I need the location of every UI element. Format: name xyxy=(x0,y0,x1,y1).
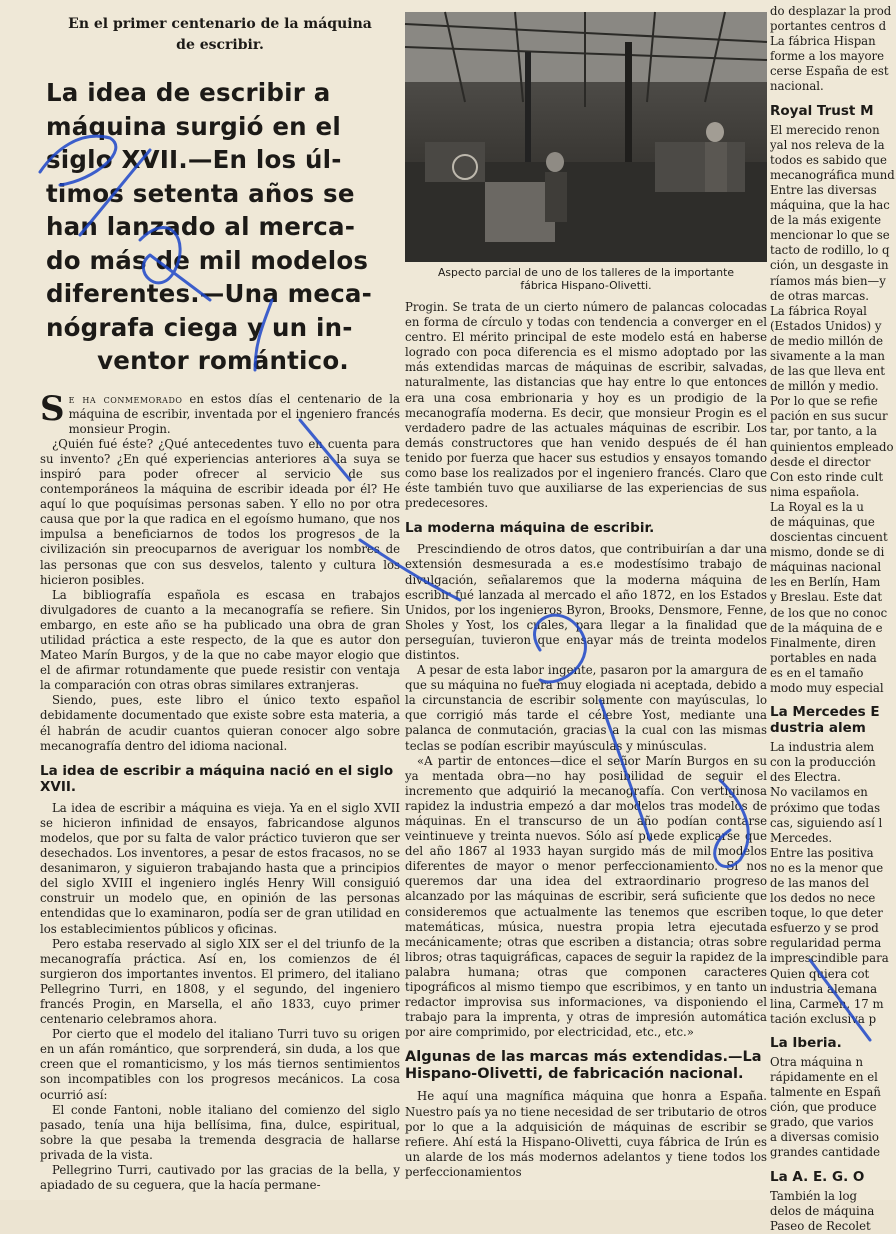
text-line: portantes centros d xyxy=(770,19,887,34)
text-line: regularidad perma xyxy=(770,936,882,951)
subheading-line: La Mercedes E xyxy=(770,704,880,721)
text-line: lina, Carmen, 17 m xyxy=(770,996,884,1011)
caption-line: fábrica Hispano-Olivetti. xyxy=(520,279,652,292)
caption-line: Aspecto parcial de uno de los talleres de la importante xyxy=(438,266,734,279)
column-left xyxy=(40,8,400,1193)
text-line: no es la menor que xyxy=(770,860,884,875)
text-line: Paseo de Recolet xyxy=(770,1218,871,1233)
headline-line: han lanzado al merca- xyxy=(46,212,356,241)
subheading: La moderna máquina de escribir. xyxy=(405,520,655,537)
text-block xyxy=(770,1189,896,1234)
text-line: Mercedes. xyxy=(770,830,833,845)
text-line: ríamos más bien—y xyxy=(770,273,886,288)
text-line: de los que no conoc xyxy=(770,605,888,620)
text-line: ción, un desgaste in xyxy=(770,258,889,273)
overline-line: En el primer centenario de la máquina xyxy=(68,16,372,32)
text-line: sivamente a la man xyxy=(770,348,885,363)
article-body-middle xyxy=(405,300,767,1180)
text-line: des Electra. xyxy=(770,770,841,785)
text-line: cas, siguiendo así l xyxy=(770,815,883,830)
text-line: tar, por tanto, a la xyxy=(770,424,877,439)
headline-line: La idea de escribir a xyxy=(46,78,331,107)
text-line: de las manos del xyxy=(770,875,869,890)
text-line: do desplazar la prod xyxy=(770,4,892,18)
text-line: pación en sus sucur xyxy=(770,409,888,424)
paragraph: ¿Quién fué éste? ¿Qué antecedentes tuvo en cuenta para su invento? ¿En qué experiencias anteriores a la suya se inspiró para poder ofrecer al servicio de sus contemporáneos la máquina de escribir ideada por él? He aquí lo que poquísimas personas saben. Y ello no por otra causa que por la que radica en el egoísmo humano, que nos impulsa a beneficiarnos de todos los progresos de la civilización sin preocuparnos de averiguar los nombres de las personas que con sus desvelos, talento y cultura los hicieron posibles. xyxy=(40,436,400,587)
subheading: La idea de escribir a máquina nació en el siglo XVII. xyxy=(40,762,394,795)
overline xyxy=(40,14,400,56)
text-line: doscientas cincuent xyxy=(770,530,888,545)
text-line: Entre las diversas xyxy=(770,182,877,197)
subheading: Algunas de las marcas más extendidas.—La Hispano-Olivetti, de fabricación nacional. xyxy=(405,1049,762,1083)
paragraph: La idea de escribir a máquina es vieja. Ya en el siglo XVII se hicieron infinidad de ensayos, fabricandose algunos modelos, que por su falta de valor práctico tuvieron que ser desechados. Los inventores, a pesar de estos fracasos, no se desanimaron, y siguieron trabajando hasta que a principios del siglo XVIII el ingeniero inglés Henry Will consiguió construir un modelo que, en opinión de las personas entendidas que lo examinaron, podía ser de gran utilidad en los establecimientos públicos y oficinas. xyxy=(40,800,400,936)
lead-text: en estos días el centenario de la máquina de escribir, inventada por el ingeniero francés monsieur Progin. xyxy=(68,391,400,436)
photo-caption xyxy=(405,266,767,292)
text-line: mismo, donde se di xyxy=(770,545,885,560)
paragraph: Progin. Se trata de un cierto número de palancas colocadas en forma de círculo y todas con tendencia a converger en el centro. El mérito principal de este modelo está en haberse logrado con poca diferencia es el mismo adoptado por las más extendidas marcas de máquinas de escribir, salvadas, naturalmente, las distancias que hay entre lo que entonces era una cosa embrionaria y hoy es un prodigio de la mecanografía moderna. Es decir, que monsieur Progin es el verdadero padre de las actuales máquinas de escribir. Los demás constructores que han venido después de él han tenido por fuerza que hacer sus estudios y ensayos tomando como base los realizados por el ingeniero francés. Claro que éste también tuvo que auxiliarse de las experiencias de sus predecesores. xyxy=(405,300,767,511)
headline xyxy=(46,76,400,378)
text-line: y Breslau. Este dat xyxy=(770,590,883,605)
text-line: grado, que varios xyxy=(770,1115,874,1130)
text-line: máquinas nacional xyxy=(770,560,882,575)
text-line: próximo que todas xyxy=(770,800,881,815)
lead-smallcaps: e ha conmemorado xyxy=(68,391,183,406)
text-line: a diversas comisio xyxy=(770,1130,879,1145)
text-line: mencionar lo que se xyxy=(770,228,890,243)
text-line: La Royal es la u xyxy=(770,499,864,514)
text-line: delos de máquina xyxy=(770,1203,875,1218)
text-line: Por lo que se refie xyxy=(770,394,878,409)
headline-line: ventor romántico. xyxy=(97,346,349,375)
subheading: La Iberia. xyxy=(770,1034,842,1051)
text-line: rápidamente en el xyxy=(770,1070,878,1084)
overline-line: de escribir. xyxy=(176,37,264,53)
subheading xyxy=(770,704,896,736)
drop-cap: S xyxy=(40,388,65,429)
headline-line: nógrafa ciega y un in- xyxy=(46,312,353,342)
text-line: esfuerzo y se prod xyxy=(770,921,879,936)
text-line: Otra máquina n xyxy=(770,1054,864,1069)
text-line: de otras marcas. xyxy=(770,288,869,303)
paragraph: He aquí una magnífica máquina que honra a España. Nuestro país ya no tiene necesidad de ser tributario de otros por lo que a la adquisición de máquinas de escribir se refiere. Ahí está la Hispano-Olivetti, cuya fábrica de Irún es un alarde de los más modernos adelantos y tiene todos los perfeccionamientos xyxy=(405,1089,767,1179)
text-line: con la producción xyxy=(770,755,876,770)
article-body-left xyxy=(40,388,400,1194)
text-line: forme a los mayore xyxy=(770,49,885,64)
text-line: No vacilamos en xyxy=(770,785,868,800)
text-line: de máquinas, que xyxy=(770,515,875,529)
text-line: talmente en Españ xyxy=(770,1085,881,1100)
text-line: tacto de rodillo, lo q xyxy=(770,243,890,258)
paragraph: Pero estaba reservado al siglo XIX ser el del triunfo de la mecanografía práctica. Así en, los comienzos de él surgieron dos importantes inventos. El primero, del italiano Pellegrino Turri, en 1808, y el segundo, del ingeniero francés Progin, en Marsella, el año 1833, cuyo primer centenario celebramos ahora. xyxy=(40,936,400,1027)
text-line: de la máquina de e xyxy=(770,620,883,635)
paragraph: Por cierto que el modelo del italiano Turri tuvo su origen en un afán romántico, que sorprenderá, sin duda, a los que creen que el romanticismo, y los más tiernos sentimientos son incompatibles con los progresos mecánicos. La cosa ocurrió así: xyxy=(40,1027,400,1102)
factory-photo xyxy=(405,12,767,262)
text-block xyxy=(770,1055,896,1161)
text-line: de millón y medio. xyxy=(770,379,879,394)
text-line: Quien quiera cot xyxy=(770,966,870,981)
text-line: todos es sabido que xyxy=(770,152,887,167)
subheading-line: dustria alem xyxy=(770,720,866,737)
text-line: grandes cantidade xyxy=(770,1145,880,1160)
text-line: La industria alem xyxy=(770,740,875,755)
text-line: de medio millón de xyxy=(770,333,884,348)
text-block xyxy=(770,740,896,1027)
text-line: Con esto rinde cult xyxy=(770,469,884,484)
headline-line: máquina surgió en el xyxy=(46,111,341,141)
text-line: El merecido renon xyxy=(770,122,880,137)
text-line: yal nos releva de la xyxy=(770,137,885,152)
factory-photo-illustration xyxy=(405,12,767,262)
paragraph: Pellegrino Turri, cautivado por las gracias de la bella, y apiadado de su ceguera, que la hacía permane- xyxy=(40,1163,400,1193)
text-line: de la más exigente xyxy=(770,213,882,228)
text-line: ción, que produce xyxy=(770,1100,877,1115)
text-line: máquina, que la hac xyxy=(770,198,890,213)
text-line: modo muy especial xyxy=(770,681,884,696)
text-line: portables en nada xyxy=(770,650,877,665)
text-line: nima española. xyxy=(770,484,860,499)
text-line: es en el tamaño xyxy=(770,665,864,680)
text-line: los dedos no nece xyxy=(770,891,876,906)
paragraph: A pesar de esta labor ingente, pasaron por la amargura de que su máquina no fuera muy elogiada ni aceptada, debido a la circunstancia de escribir solamente con mayúsculas, lo que corrigió más tarde el célebre Yost, mediante una palanca de conmutación, gracias a la cual con las mismas teclas se podían escribir mayúsculas y minúsculas. xyxy=(405,663,767,753)
paragraph: «A partir de entonces—dice el señor Marín Burgos en su ya mentada obra—no hay posibilidad de seguir el incremento que adquirió la mecanografía. Con vertiginosa rapidez la industria empezó a dar modelos tras modelos de máquinas. En el transcurso de un año podían contarse veintinueve y treinta nuevos. Sólo así puede explicarse que del año 1867 al 1933 hayan surgido más de mil modelos diferentes de mayor o menor perfeccionamiento. Si nos queremos dar una idea del extraordinario progreso alcanzado por las máquinas de escribir, será suficiente que consideremos que actualmente las tenemos que escriben matemáticas, música, nuestra propia letra ejecutada mecánicamente; otras que escriben a distancia; otras sobre libros; otras taquigráficas, capaces de seguir la rapidez de la palabra humana; otras que componen caracteres tipográficos al mismo tiempo que escribimos, y en tanto un redactor improvisa sus informaciones, va disponiendo el trabajo para la imprenta, y otras de impresión automática por aire comprimido, por electricidad, etc., etc.» xyxy=(405,753,767,1040)
lead-paragraph xyxy=(40,388,400,437)
text-line: quinientos empleado xyxy=(770,439,894,454)
text-line: de las que lleva ent xyxy=(770,364,885,379)
column-middle xyxy=(405,12,767,1180)
text-line: imprescindible para xyxy=(770,951,889,966)
text-line: cerse España de est xyxy=(770,64,889,79)
paragraph: Siendo, pues, este libro el único texto español debidamente documentado que existe sobre esta materia, a él habrán de acudir cuantos quieran conocer algo sobre mecanografía dentro del idioma nacional. xyxy=(40,693,400,753)
headline-line: siglo XVII.—En los úl- xyxy=(46,145,342,174)
text-line: industria alemana xyxy=(770,981,878,996)
text-line: toque, lo que deter xyxy=(770,906,883,921)
text-line: La fábrica Royal xyxy=(770,303,867,318)
headline-line: do más de mil modelos xyxy=(46,245,369,275)
paragraph: El conde Fantoni, noble italiano del comienzo del siglo pasado, tenía una hija bellísima, fina, dulce, espiritual, sobre la que pesaba la tremenda desgracia de hallarse privada de la vista. xyxy=(40,1102,400,1162)
paragraph: Prescindiendo de otros datos, que contribuirían a dar una extensión desmesurada a es.e modestísimo trabajo de divulgación, señalaremos que la moderna máquina de escribir fué lanzada al mercado el año 1872, en los Estados Unidos, por los ingenieros Byron, Brooks, Densmore, Fenne, Sholes y Yost, los cuales, para llegar a la finalidad que perseguían, tuvieron que ensayar más de treinta modelos distintos. xyxy=(405,542,767,662)
column-right-cropped xyxy=(770,4,896,1233)
text-line: También la log xyxy=(770,1188,857,1203)
headline-line: timos setenta años se xyxy=(46,178,355,208)
text-line: (Estados Unidos) y xyxy=(770,318,882,333)
text-line: desde el director xyxy=(770,454,871,469)
text-line: les en Berlín, Ham xyxy=(770,575,881,590)
headline-line: diferentes.—Una meca- xyxy=(46,279,373,308)
text-line: Finalmente, diren xyxy=(770,635,876,650)
text-line: La fábrica Hispan xyxy=(770,34,876,49)
paragraph: La bibliografía española es escasa en trabajos divulgadores de cuanto a la mecanografía se refiere. Sin embargo, en este año se ha publicado una obra de gran utilidad práctica a este respecto, de la que es autor don Mateo Marín Burgos, y de la que no cabe mayor elogio que el de afirmar rotundamente que puede resistir con ventaja la comparación con otras obras similares extranjeras. xyxy=(40,587,400,693)
text-block xyxy=(770,123,896,697)
subheading: Royal Trust M xyxy=(770,102,874,119)
text-line: nacional. xyxy=(770,79,824,94)
text-block xyxy=(770,4,896,95)
subheading: La A. E. G. O xyxy=(770,1168,865,1185)
text-line: tación exclusiva p xyxy=(770,1011,877,1026)
text-line: mecanográfica mund xyxy=(770,167,895,182)
text-line: Entre las positiva xyxy=(770,845,874,860)
